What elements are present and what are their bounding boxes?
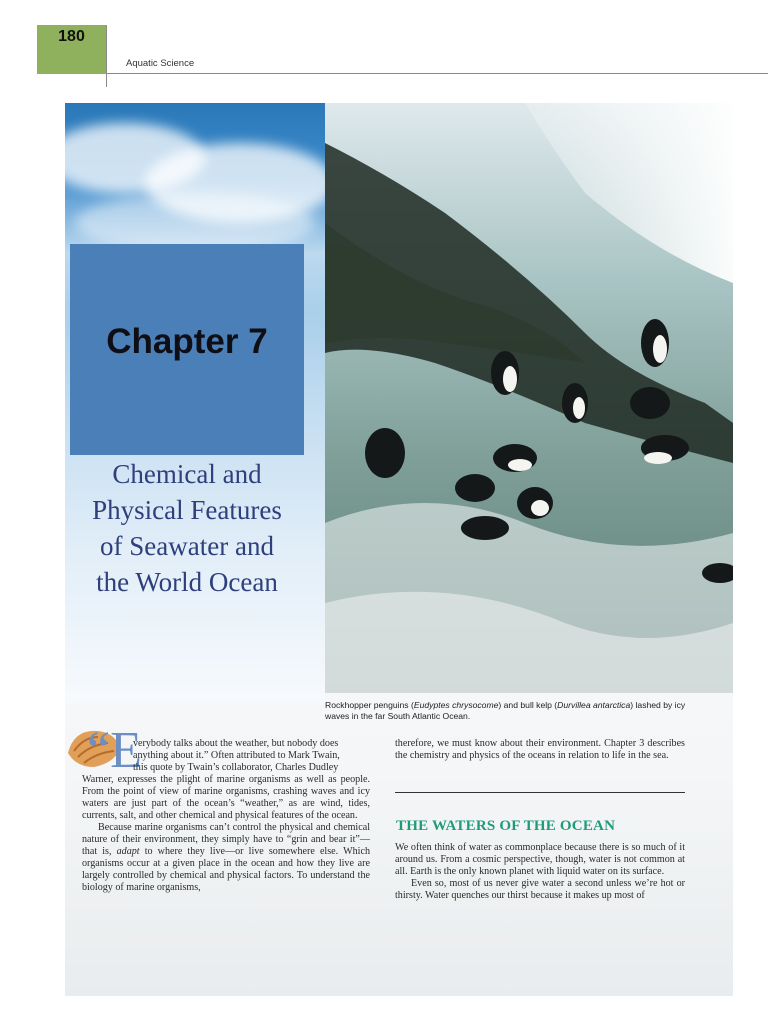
- paragraph: Even so, most of us never give water a second unless we’re hot or thirsty. Water quenches our thirst because it makes up most of: [395, 878, 685, 901]
- paragraph-text: Because marine organisms can’t control the physical and chemical nature of their environment, they simply have to “grin and bear it”—that is,: [82, 822, 370, 857]
- paragraph: therefore, we must know about their environment. Chapter 3 describes the chemistry and physics of the oceans in relation to life in the sea.: [395, 738, 685, 761]
- penguin-photo: [325, 103, 733, 693]
- caption-species: Eudyptes chrysocome: [413, 700, 499, 710]
- text-line: verybody talks about the weather, but nobody does: [133, 738, 339, 749]
- paragraph: Warner, expresses the plight of marine organisms as well as people. From the point of view of marine organisms, crashing waves and icy waters are just part of the ocean’s “weather,” as are wind, tides, currents, salt, and other chemical and physical features of the ocean.: [82, 774, 370, 821]
- chapter-title-line: the World Ocean: [96, 567, 278, 597]
- caption-text: Rockhopper penguins (: [325, 700, 414, 710]
- caption-species: Durvillea antarctica: [557, 700, 631, 710]
- paragraph: [82, 822, 370, 894]
- section-heading: THE WATERS OF THE OCEAN: [396, 818, 616, 834]
- text-line: anything about it.” Often attributed to Mark Twain,: [133, 750, 340, 761]
- chapter-title-line: Physical Features: [92, 495, 282, 525]
- intro-opening-lines: [133, 738, 370, 774]
- section-rule: [395, 792, 685, 793]
- paragraph-text: to where they live—or live somewhere else. Which organisms occur at a given place in the ocean and how they live are largely controlled by chemical and physical factors. To understand the biology of marine organisms,: [82, 846, 370, 893]
- chapter-title: [70, 456, 304, 600]
- running-head: Aquatic Science: [126, 58, 195, 69]
- caption-text: ) and bull kelp (: [498, 700, 558, 710]
- intro-body: [82, 774, 370, 894]
- chapter-title-line: Chemical and: [112, 459, 262, 489]
- page-number: 180: [58, 28, 85, 45]
- penguin-photo-illustration: [325, 103, 733, 693]
- text-line: this quote by Twain’s collaborator, Charles Dudley: [133, 762, 339, 773]
- right-col-continuation: [395, 738, 685, 762]
- header-rule: [106, 73, 768, 74]
- chapter-title-line: of Seawater and: [100, 531, 274, 561]
- header-divider: [106, 25, 107, 87]
- emphasis: adapt: [116, 846, 140, 857]
- chapter-label: Chapter 7: [106, 322, 268, 361]
- paragraph: We often think of water as commonplace because there is so much of it around us. From a cosmic perspective, though, water is not common at all. Earth is the only known planet with liquid water on its surface.: [395, 842, 685, 877]
- section-body: [395, 842, 685, 902]
- drop-cap: “E: [87, 722, 142, 779]
- caption-text: ) lashed by icy waves in the far South Atlantic Ocean.: [325, 700, 686, 721]
- photo-caption: [325, 700, 705, 722]
